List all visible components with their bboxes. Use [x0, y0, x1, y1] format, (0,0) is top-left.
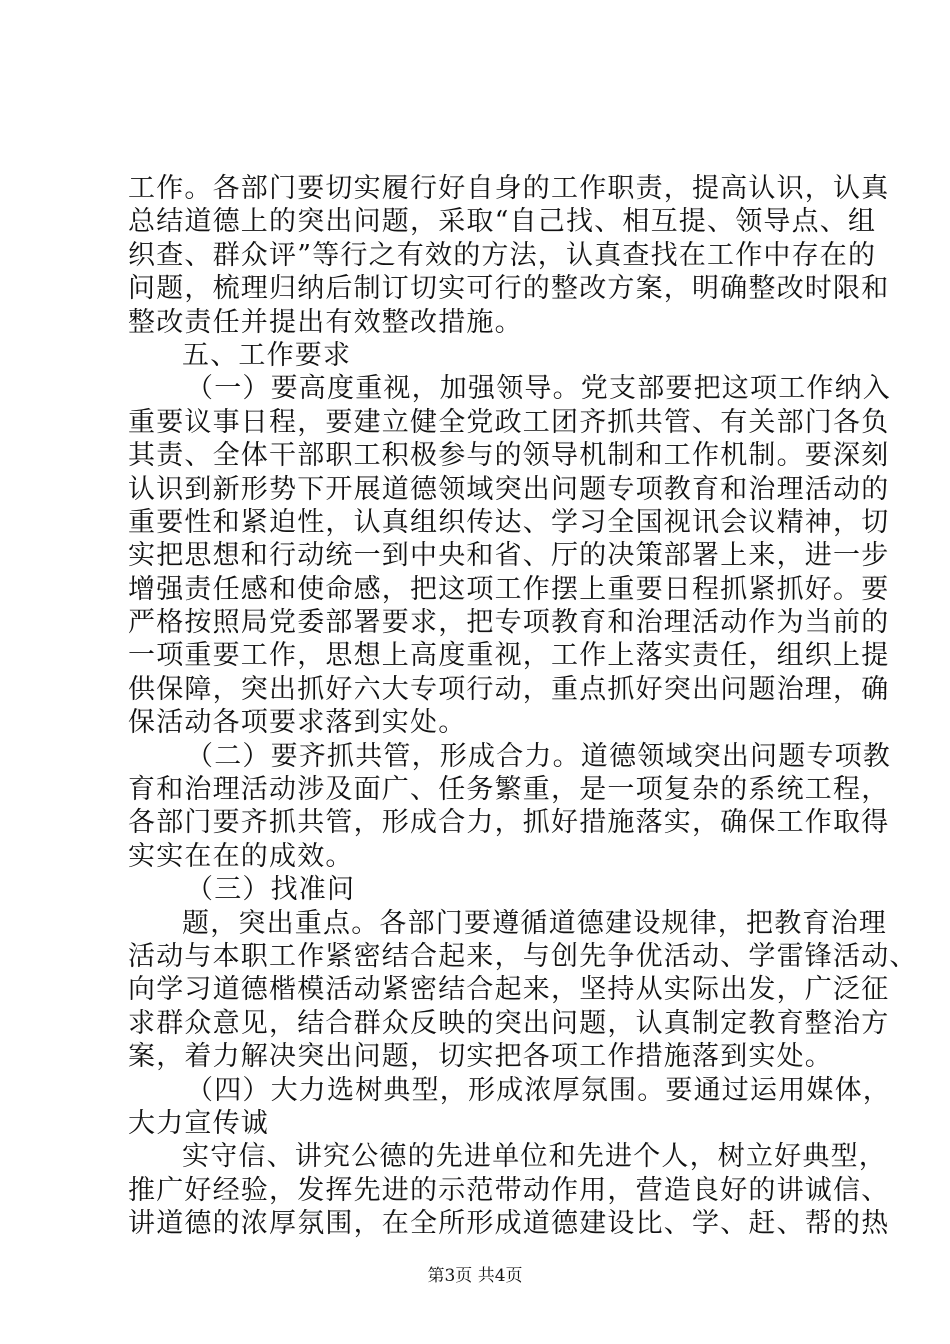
text-line: 严格按照局党委部署要求，把专项教育和治理活动作为当前的 — [128, 607, 890, 639]
text-line: 认识到新形势下开展道德领域突出问题专项教育和治理活动的 — [128, 473, 890, 505]
text-line: 大力宣传诚 — [128, 1107, 269, 1139]
text-line: （四）大力选树典型，形成浓厚氛围。要通过运用媒体， — [186, 1074, 891, 1106]
text-line: 供保障，突出抓好六大专项行动，重点抓好突出问题治理，确 — [128, 673, 890, 705]
text-line: 案，着力解决突出问题，切实把各项工作措施落到实处。 — [128, 1041, 833, 1073]
text-line: 织查、群众评”等行之有效的方法，认真查找在工作中存在的 — [128, 239, 877, 271]
document-body — [128, 172, 918, 1241]
text-line: 总结道德上的突出问题，采取“自己找、相互提、领导点、组 — [128, 206, 877, 238]
text-line: 育和治理活动涉及面广、任务繁重，是一项复杂的系统工程， — [128, 774, 890, 806]
text-line: 实实在在的成效。 — [128, 840, 354, 872]
section-heading: 五、工作要求 — [182, 339, 352, 371]
text-line: （二）要齐抓共管，形成合力。道德领域突出问题专项教 — [186, 740, 891, 772]
text-line: 增强责任感和使命感，把这项工作摆上重要日程抓紧抓好。要 — [128, 573, 890, 605]
text-line: 求群众意见，结合群众反映的突出问题，认真制定教育整治方 — [128, 1007, 890, 1039]
text-line: 一项重要工作，思想上高度重视，工作上落实责任，组织上提 — [128, 640, 890, 672]
text-line: 各部门要齐抓共管，形成合力，抓好措施落实，确保工作取得 — [128, 807, 890, 839]
text-line: 问题，梳理归纳后制订切实可行的整改方案，明确整改时限和 — [128, 273, 890, 305]
text-line: 实把思想和行动统一到中央和省、厅的决策部署上来，进一步 — [128, 540, 890, 572]
text-line: （一）要高度重视，加强领导。党支部要把这项工作纳入 — [186, 373, 891, 405]
text-line: 题，突出重点。各部门要遵循道德建设规律，把教育治理 — [182, 907, 887, 939]
text-line: 重要性和紧迫性，认真组织传达、学习全国视讯会议精神，切 — [128, 506, 890, 538]
text-line: 向学习道德楷模活动紧密结合起来，坚持从实际出发，广泛征 — [128, 974, 890, 1006]
text-line: 实守信、讲究公德的先进单位和先进个人，树立好典型， — [182, 1141, 887, 1173]
text-line: 重要议事日程，要建立健全党政工团齐抓共管、有关部门各负 — [128, 406, 890, 438]
text-line: 整改责任并提出有效整改措施。 — [128, 306, 523, 338]
text-line: 讲道德的浓厚氛围，在全所形成道德建设比、学、赶、帮的热 — [128, 1208, 890, 1240]
page-number-footer: 第3页 共4页 — [427, 1266, 523, 1286]
text-line: 推广好经验，发挥先进的示范带动作用，营造良好的讲诚信、 — [128, 1174, 890, 1206]
text-line: （三）找准问 — [186, 874, 356, 906]
text-line: 工作。各部门要切实履行好自身的工作职责，提高认识，认真 — [128, 173, 890, 204]
text-line: 其责、全体干部职工积极参与的领导机制和工作机制。要深刻 — [128, 440, 890, 472]
text-line: 活动与本职工作紧密结合起来，与创先争优活动、学雷锋活动、 — [128, 940, 918, 972]
text-line: 保活动各项要求落到实处。 — [128, 707, 467, 739]
